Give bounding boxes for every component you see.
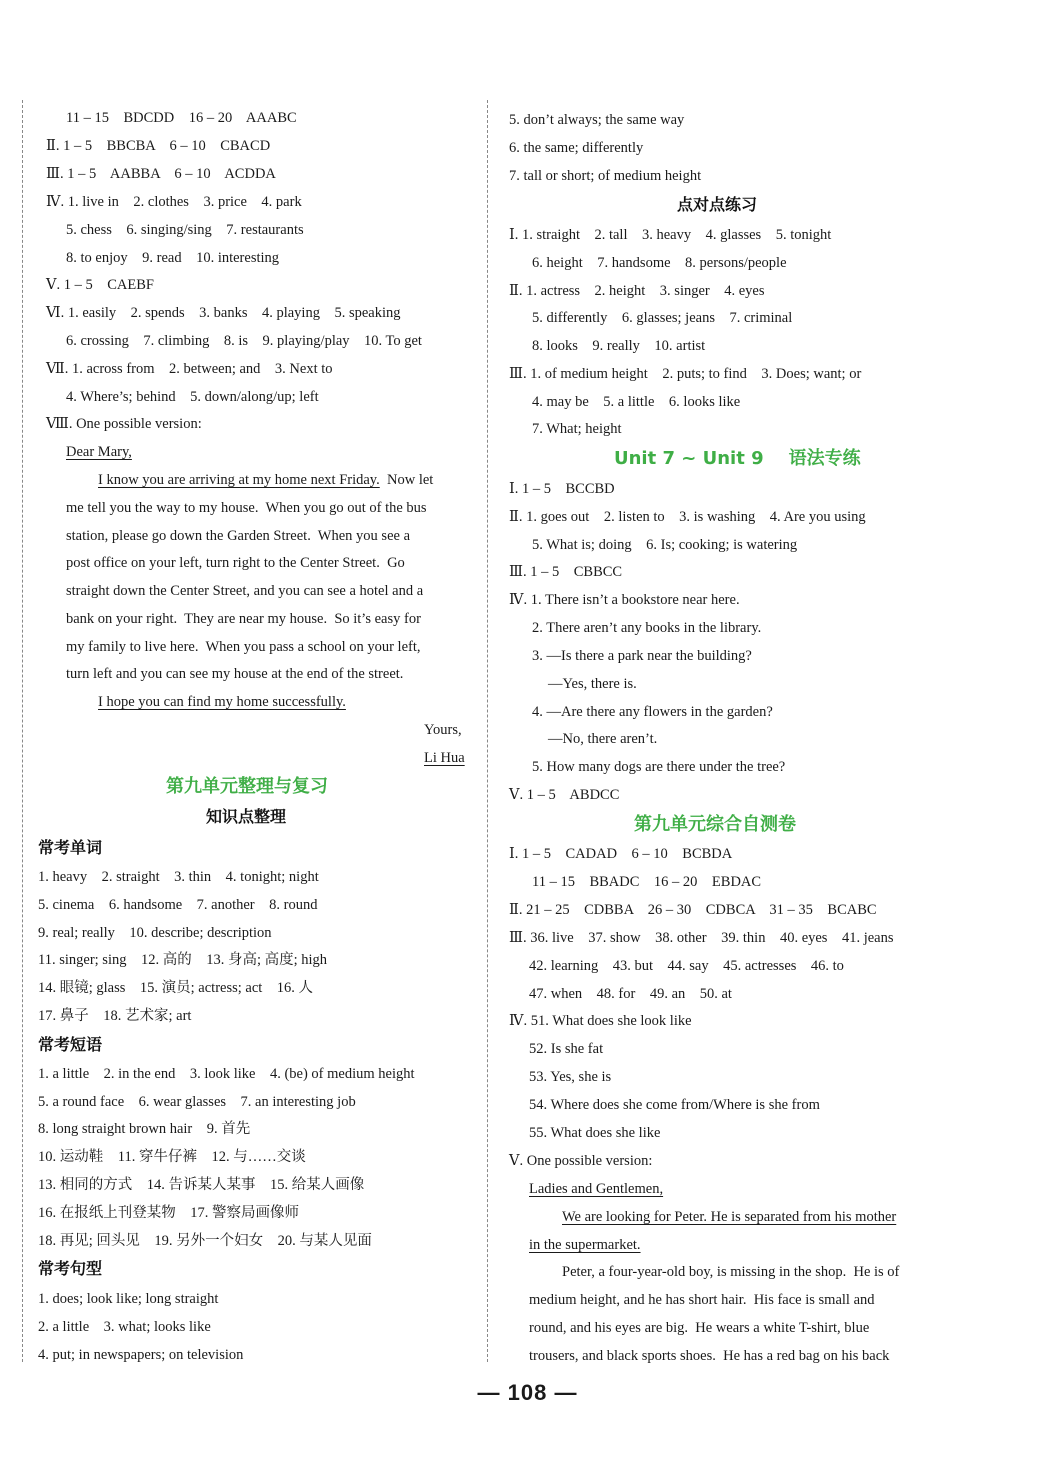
category-heading: 常考短语	[38, 1035, 103, 1054]
answer-line: 5. How many dogs are there under the tree?	[532, 759, 786, 775]
answer-line: —Yes, there is.	[548, 676, 637, 692]
answer-line: Ⅳ. 1. There isn’t a bookstore near here.	[509, 592, 740, 608]
answer-line: 18. 再见; 回头见 19. 另外一个妇女 20. 与某人见面	[38, 1233, 372, 1249]
answer-line: 8. to enjoy 9. read 10. interesting	[66, 250, 280, 266]
answer-line: 6. the same; differently	[509, 140, 644, 156]
page-number: — 108 —	[477, 1380, 578, 1405]
letter-line: my family to live here. When you pass a school on your left,	[66, 639, 421, 655]
letter-line: straight down the Center Street, and you can see a hotel and a	[66, 583, 424, 599]
answer-line: Ⅳ. 1. live in 2. clothes 3. price 4. park	[46, 194, 302, 210]
answer-line: Ⅲ. 1 – 5 AABBA 6 – 10 ACDDA	[46, 166, 276, 182]
answer-line: Ⅰ. 1 – 5 CADAD 6 – 10 BCBDA	[509, 846, 733, 862]
answer-line: 47. when 48. for 49. an 50. at	[529, 986, 732, 1002]
essay-line: Peter, a four-year-old boy, is missing in the shop. He is of	[562, 1264, 900, 1280]
answer-line: 2. There aren’t any books in the library.	[532, 620, 762, 636]
answer-line: Ⅱ. 1. goes out 2. listen to 3. is washing 4. Are you using	[509, 509, 866, 525]
answer-line: 5. What is; doing 6. Is; cooking; is watering	[532, 537, 798, 553]
letter-line: post office on your left, turn right to the Center Street. Go	[66, 555, 405, 571]
answer-line: 11. singer; sing 12. 高的 13. 身高; 高度; high	[38, 952, 328, 968]
answer-line: 10. 运动鞋 11. 穿牛仔裤 12. 与……交谈	[38, 1149, 306, 1165]
letter-text: Now let	[379, 472, 434, 488]
answer-line: 52. Is she fat	[529, 1041, 604, 1057]
answer-line: Ⅴ. One possible version:	[509, 1153, 653, 1169]
subsection-title: 知识点整理	[206, 807, 287, 826]
answer-line: 8. looks 9. really 10. artist	[532, 338, 706, 354]
letter-signoff: Yours,	[424, 722, 462, 738]
answer-line: 4. —Are there any flowers in the garden?	[532, 704, 773, 720]
left-margin-rule	[22, 100, 23, 1362]
answer-line: 17. 鼻子 18. 艺术家; art	[38, 1008, 192, 1024]
column-divider	[487, 100, 488, 1362]
answer-line: 16. 在报纸上刊登某物 17. 警察局画像师	[38, 1205, 299, 1221]
answer-line: —No, there aren’t.	[548, 731, 658, 747]
answer-line: 13. 相同的方式 14. 告诉某人某事 15. 给某人画像	[38, 1177, 365, 1193]
letter-line: me tell you the way to my house. When you go out of the bus	[66, 500, 427, 516]
answer-line: 6. crossing 7. climbing 8. is 9. playing/play 10. To get	[66, 333, 422, 349]
answer-line: Ⅲ. 36. live 37. show 38. other 39. thin 40. eyes 41. jeans	[509, 930, 894, 946]
letter-line: station, please go down the Garden Street. When you see a	[66, 528, 411, 544]
answer-line: 1. does; look like; long straight	[38, 1291, 219, 1307]
essay-topic-sentence: We are looking for Peter. He is separated from his mother	[562, 1209, 897, 1225]
answer-line: Ⅵ. 1. easily 2. spends 3. banks 4. playing 5. speaking	[46, 305, 401, 321]
answer-line: Ⅷ. One possible version:	[46, 416, 202, 432]
answer-line: 1. heavy 2. straight 3. thin 4. tonight; night	[38, 869, 319, 885]
answer-line: Ⅱ. 21 – 25 CDBBA 26 – 30 CDBCA 31 – 35 BCABC	[509, 902, 877, 918]
answer-line: Ⅱ. 1. actress 2. height 3. singer 4. eyes	[509, 283, 765, 299]
answer-line: 8. long straight brown hair 9. 首先	[38, 1121, 251, 1137]
answer-line: 5. don’t always; the same way	[509, 112, 685, 128]
answer-line: Ⅰ. 1 – 5 BCCBD	[509, 481, 615, 497]
answer-line: 55. What does she like	[529, 1125, 661, 1141]
letter-salutation: Dear Mary,	[66, 444, 132, 460]
answer-line: 53. Yes, she is	[529, 1069, 612, 1085]
letter-signature: Li Hua	[424, 750, 465, 766]
essay-line: round, and his eyes are big. He wears a white T-shirt, blue	[529, 1320, 870, 1336]
answer-line: 4. may be 5. a little 6. looks like	[532, 394, 741, 410]
answer-line: 2. a little 3. what; looks like	[38, 1319, 211, 1335]
answer-line: Ⅲ. 1 – 5 CBBCC	[509, 564, 623, 580]
answer-line: 14. 眼镜; glass 15. 演员; actress; act 16. 人	[38, 980, 314, 996]
answer-line: 42. learning 43. but 44. say 45. actresses 46. to	[529, 958, 844, 974]
answer-line: 11 – 15 BDCDD 16 – 20 AAABC	[66, 110, 297, 126]
answer-line: 4. Where’s; behind 5. down/along/up; left	[66, 389, 319, 405]
answer-line: Ⅰ. 1. straight 2. tall 3. heavy 4. glasses 5. tonight	[509, 227, 832, 243]
section-title: 第九单元综合自测卷	[634, 814, 796, 835]
answer-line: 7. tall or short; of medium height	[509, 168, 702, 184]
answer-line: 54. Where does she come from/Where is she from	[529, 1097, 820, 1113]
answer-line: 7. What; height	[532, 421, 622, 437]
answer-line: Ⅴ. 1 – 5 CAEBF	[46, 277, 154, 293]
category-heading: 常考句型	[38, 1259, 103, 1278]
answer-line: Ⅶ. 1. across from 2. between; and 3. Next to	[46, 361, 333, 377]
answer-line: 5. chess 6. singing/sing 7. restaurants	[66, 222, 304, 238]
category-heading: 常考单词	[38, 838, 103, 857]
answer-line: Ⅳ. 51. What does she look like	[509, 1013, 692, 1029]
essay-salutation: Ladies and Gentlemen,	[529, 1181, 664, 1197]
answer-line: 6. height 7. handsome 8. persons/people	[532, 255, 787, 271]
answer-line: 4. put; in newspapers; on television	[38, 1347, 244, 1363]
answer-line: 11 – 15 BBADC 16 – 20 EBDAC	[532, 874, 762, 890]
section-title: Unit 7 ~ Unit 9 语法专练	[614, 448, 861, 469]
answer-line: Ⅴ. 1 – 5 ABDCC	[509, 787, 620, 803]
letter-line	[98, 471, 433, 489]
letter-line: turn left and you can see my house at the end of the street.	[66, 666, 404, 682]
subsection-title: 点对点练习	[677, 195, 758, 214]
letter-line: bank on your right. They are near my house. So it’s easy for	[66, 611, 421, 627]
section-title: 第九单元整理与复习	[166, 776, 328, 797]
answer-line: Ⅲ. 1. of medium height 2. puts; to find 3. Does; want; or	[509, 366, 862, 382]
answer-line: 1. a little 2. in the end 3. look like 4. (be) of medium height	[38, 1066, 415, 1082]
essay-topic-sentence: in the supermarket.	[529, 1237, 641, 1253]
answer-line: 9. real; really 10. describe; description	[38, 925, 272, 941]
essay-line: trousers, and black sports shoes. He has a red bag on his back	[529, 1348, 890, 1364]
essay-line: medium height, and he has short hair. His face is small and	[529, 1292, 875, 1308]
letter-closing-sentence: I hope you can find my home successfully.	[98, 694, 346, 710]
answer-line: 5. differently 6. glasses; jeans 7. criminal	[532, 310, 793, 326]
letter-topic-sentence: I know you are arriving at my home next Friday.	[98, 472, 380, 488]
answer-line: 3. —Is there a park near the building?	[532, 648, 752, 664]
answer-line: 5. a round face 6. wear glasses 7. an interesting job	[38, 1094, 356, 1110]
answer-line: 5. cinema 6. handsome 7. another 8. round	[38, 897, 318, 913]
answer-line: Ⅱ. 1 – 5 BBCBA 6 – 10 CBACD	[46, 138, 271, 154]
